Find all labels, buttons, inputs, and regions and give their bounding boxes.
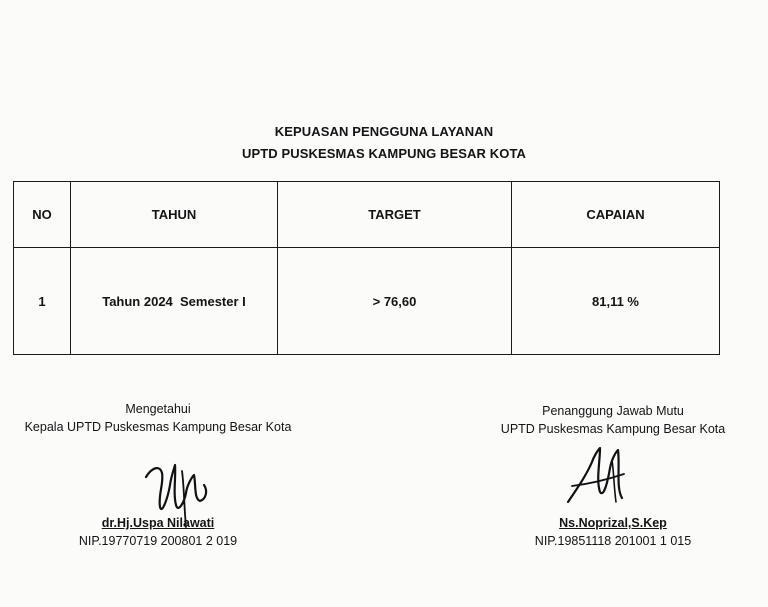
document-subtitle: UPTD PUSKESMAS KAMPUNG BESAR KOTA [241, 146, 527, 161]
left-role-line2: Kepala UPTD Puskesmas Kampung Besar Kota [24, 420, 292, 434]
cell-tahun: Tahun 2024 Semester I [71, 248, 278, 355]
left-signer-name: dr.Hj.Uspa Nilawati [101, 516, 215, 530]
left-handwritten-signature [140, 455, 220, 533]
header-no: NO [14, 182, 71, 248]
table-row [14, 248, 720, 355]
cell-target: > 76,60 [278, 248, 512, 355]
header-target: TARGET [278, 182, 512, 248]
document-title: KEPUASAN PENGGUNA LAYANAN [274, 124, 494, 139]
left-role-line1: Mengetahui [125, 402, 191, 416]
right-signer-nip: NIP.19851118 201001 1 015 [534, 534, 692, 548]
results-table [13, 181, 720, 355]
cell-no: 1 [14, 248, 71, 355]
right-signer-name: Ns.Noprizal,S.Kep [559, 516, 667, 530]
right-role-line2: UPTD Puskesmas Kampung Besar Kota [500, 422, 726, 436]
table-header-row [14, 182, 720, 248]
header-capaian: CAPAIAN [512, 182, 720, 248]
header-tahun: TAHUN [71, 182, 278, 248]
left-signer-nip: NIP.19770719 200801 2 019 [78, 534, 238, 548]
cell-capaian: 81,11 % [512, 248, 720, 355]
right-role-line1: Penanggung Jawab Mutu [542, 404, 684, 418]
right-handwritten-signature [562, 440, 642, 512]
